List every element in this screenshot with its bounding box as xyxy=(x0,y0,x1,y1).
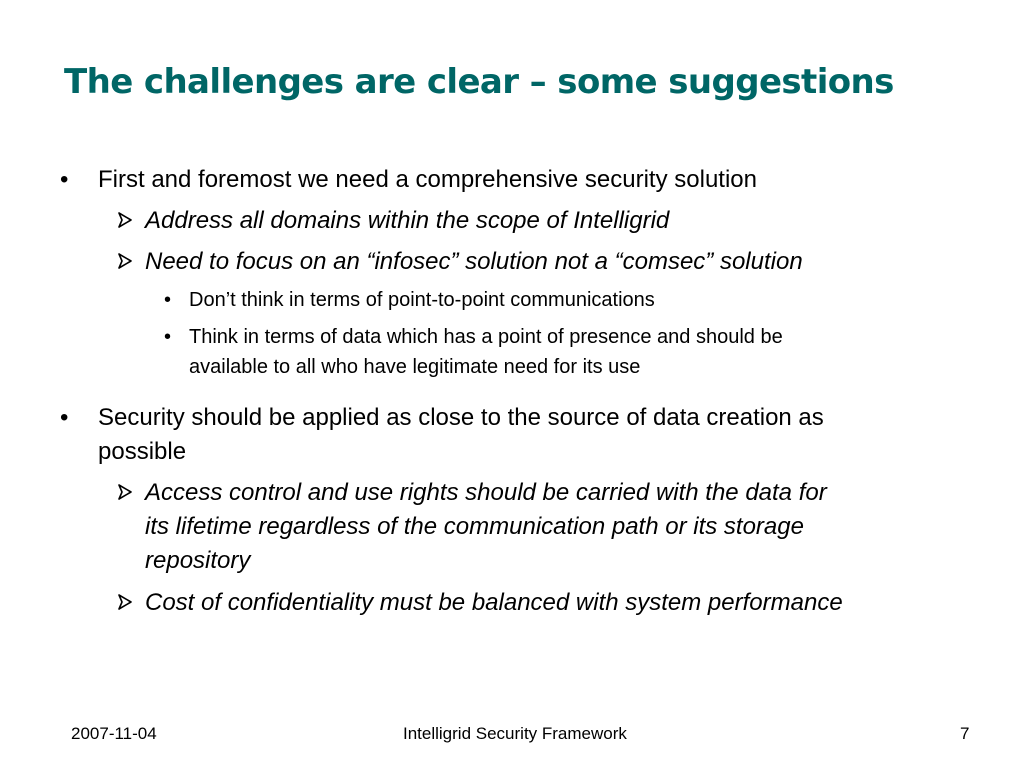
arrow-bullet-icon xyxy=(118,253,132,269)
bullet-2-sub-1-line-2: its lifetime regardless of the communication path or its storage xyxy=(145,513,804,540)
bullet-2-sub-2-text: Cost of confidentiality must be balanced with system performance xyxy=(145,589,843,616)
footer-date: 2007-11-04 xyxy=(71,724,157,743)
arrow-bullet-icon xyxy=(118,484,132,500)
bullet-2-sub-1-line-1: Access control and use rights should be carried with the data for xyxy=(145,479,827,506)
bullet-2-line-1: Security should be applied as close to the source of data creation as xyxy=(98,404,824,431)
bullet-2-sub-1-line-3: repository xyxy=(145,547,251,574)
bullet-1-text: First and foremost we need a comprehensive security solution xyxy=(98,166,757,193)
footer-title: Intelligrid Security Framework xyxy=(403,724,627,743)
arrow-bullet-icon xyxy=(118,212,132,228)
bullet-2-line-2: possible xyxy=(98,438,187,465)
bullet-1-sub-2-sub-2-line-2: available to all who have legitimate need for its use xyxy=(189,356,641,378)
bullet-1-sub-2-sub-2-line-1: Think in terms of data which has a point of presence and should be xyxy=(189,326,783,348)
bullet-marker: • xyxy=(164,289,172,311)
bullet-marker: • xyxy=(60,404,69,431)
bullet-marker: • xyxy=(60,166,69,193)
slide-title: The challenges are clear – some suggestions xyxy=(64,62,894,102)
bullet-marker: • xyxy=(164,326,172,348)
arrow-bullet-icon xyxy=(118,594,132,610)
bullet-1-sub-2-sub-1-text: Don’t think in terms of point-to-point communications xyxy=(189,289,655,311)
bullet-1-sub-2-text: Need to focus on an “infosec” solution not a “comsec” solution xyxy=(145,248,803,275)
bullet-1-sub-1-text: Address all domains within the scope of Intelligrid xyxy=(145,207,670,234)
footer-page-number: 7 xyxy=(960,724,970,743)
